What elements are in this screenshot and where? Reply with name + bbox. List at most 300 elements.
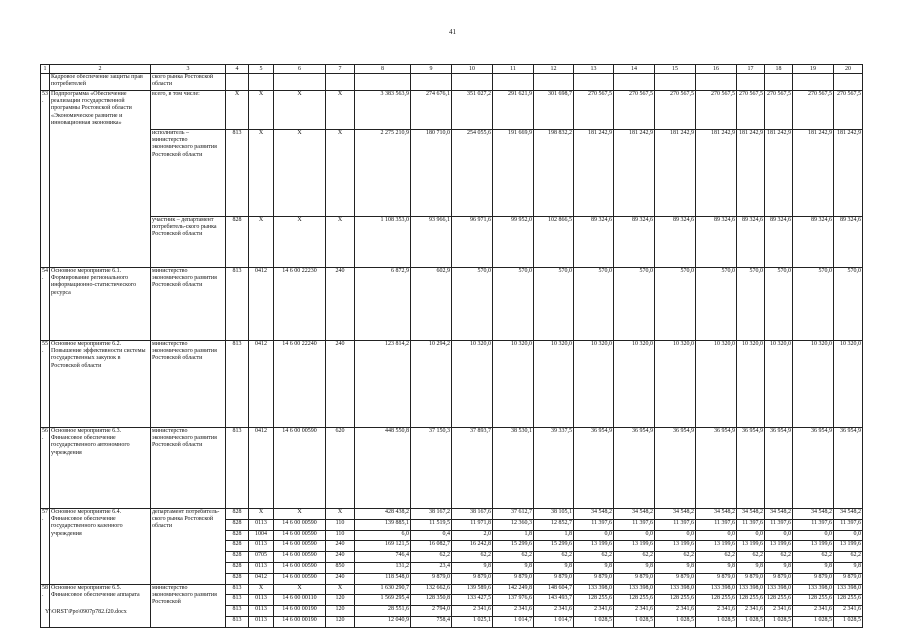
year-amount: 2 794,0 xyxy=(411,606,452,617)
section-code: 0113 xyxy=(249,519,274,530)
year-amount: 10 320,0 xyxy=(737,341,765,428)
total-amount: 1 108 353,0 xyxy=(355,217,411,268)
year-amount: 128 255,6 xyxy=(737,595,765,606)
total-amount: 6 872,9 xyxy=(355,268,411,341)
column-number: 5 xyxy=(249,65,274,74)
target-article-code: Х xyxy=(274,91,326,130)
year-amount: 102 866,5 xyxy=(534,217,574,268)
grbs-code: 813 xyxy=(226,341,249,428)
year-amount: 1 025,1 xyxy=(452,616,493,627)
expense-type-code: 620 xyxy=(326,428,355,509)
year-amount: 570,0 xyxy=(696,268,737,341)
target-article-code: 14 6 00 00110 xyxy=(274,595,326,606)
item-name: Основное мероприятие 6.4. Финансовое обеспечение государственного казенного учреждения xyxy=(50,509,151,585)
year-amount: 301 698,7 xyxy=(534,91,574,130)
year-amount: 36 954,9 xyxy=(765,428,793,509)
grbs-code: 813 xyxy=(226,428,249,509)
row-number: 58. xyxy=(41,584,50,627)
target-article-code: 14 6 00 00190 xyxy=(274,606,326,617)
year-amount: 39 337,5 xyxy=(534,428,574,509)
table-row xyxy=(41,130,863,217)
expense-type-code: Х xyxy=(326,584,355,595)
year-amount: 34 548,2 xyxy=(655,509,696,520)
year-amount: 96 971,6 xyxy=(452,217,493,268)
grbs-code: 828 xyxy=(226,530,249,541)
budget-table xyxy=(40,64,863,628)
target-article-code: 14 6 00 00590 xyxy=(274,552,326,563)
year-amount: 12 852,7 xyxy=(534,519,574,530)
year-amount: 133 398,0 xyxy=(737,584,765,595)
total-amount: 28 551,6 xyxy=(355,606,411,617)
total-amount: 448 550,8 xyxy=(355,428,411,509)
year-amount: 0,0 xyxy=(765,530,793,541)
target-article-code: 14 6 00 00190 xyxy=(274,616,326,627)
row-number: 57. xyxy=(41,509,50,585)
year-amount: 13 199,6 xyxy=(737,541,765,552)
expense-type-code: 240 xyxy=(326,268,355,341)
executor: департамент потребитель-ского рынка Ростовской области xyxy=(151,509,226,585)
year-amount: 11 519,5 xyxy=(411,519,452,530)
row-number: 55. xyxy=(41,341,50,428)
expense-type-code: 850 xyxy=(326,562,355,573)
year-amount: 36 954,9 xyxy=(614,428,655,509)
year-amount: 37 893,7 xyxy=(452,428,493,509)
column-number: 11 xyxy=(493,65,534,74)
year-amount: 11 397,6 xyxy=(696,519,737,530)
year-amount: 9 879,0 xyxy=(737,573,765,584)
year-amount: 0,4 xyxy=(411,530,452,541)
year-amount: 128 255,6 xyxy=(793,595,834,606)
year-amount: 34 548,2 xyxy=(834,509,863,520)
year-amount: 16 082,7 xyxy=(411,541,452,552)
year-amount: 11 397,6 xyxy=(765,519,793,530)
year-amount: 9 879,0 xyxy=(452,573,493,584)
column-number: 6 xyxy=(274,65,326,74)
total-amount: 131,2 xyxy=(355,562,411,573)
year-amount: 9,8 xyxy=(614,562,655,573)
target-article-code: 14 6 00 22240 xyxy=(274,341,326,428)
table-cell xyxy=(355,74,411,91)
table-cell xyxy=(534,74,574,91)
year-amount: 2,0 xyxy=(452,530,493,541)
executor: министерство экономического развития Ростовской области xyxy=(151,268,226,341)
column-number: 19 xyxy=(793,65,834,74)
item-name: Основное мероприятие 6.5. Финансовое обеспечение аппарата xyxy=(50,584,151,627)
year-amount: 9,8 xyxy=(655,562,696,573)
expense-type-code: Х xyxy=(326,130,355,217)
year-amount: 181 242,9 xyxy=(614,130,655,217)
item-name: Основное мероприятие 6.2. Повышение эффективности системы государственных закупок в Ростовской области xyxy=(50,341,151,428)
target-article-code: Х xyxy=(274,217,326,268)
year-amount: 38 530,1 xyxy=(493,428,534,509)
table-cell xyxy=(696,74,737,91)
expense-type-code: Х xyxy=(326,217,355,268)
table-row xyxy=(41,91,863,130)
year-amount: 89 324,6 xyxy=(834,217,863,268)
year-amount: 2 341,6 xyxy=(574,606,614,617)
table-row xyxy=(41,428,863,509)
year-amount: 270 567,5 xyxy=(655,91,696,130)
year-amount: 9,8 xyxy=(534,562,574,573)
year-amount: 2 341,6 xyxy=(452,606,493,617)
section-code: 0412 xyxy=(249,573,274,584)
year-amount: 11 397,6 xyxy=(793,519,834,530)
year-amount: 38 167,2 xyxy=(411,509,452,520)
expense-type-code: Х xyxy=(326,509,355,520)
year-amount: 62,2 xyxy=(411,552,452,563)
year-amount: 9,8 xyxy=(834,562,863,573)
executor: министерство экономического развития Ростовской области xyxy=(151,341,226,428)
target-article-code: Х xyxy=(274,130,326,217)
executor: ского рынка Ростовской области xyxy=(151,74,226,91)
expense-type-code: Х xyxy=(326,91,355,130)
expense-type-code: 120 xyxy=(326,616,355,627)
total-amount: 428 438,2 xyxy=(355,509,411,520)
year-amount: 9,8 xyxy=(696,562,737,573)
year-amount: 62,2 xyxy=(655,552,696,563)
grbs-code: 813 xyxy=(226,606,249,617)
year-amount: 2 341,6 xyxy=(534,606,574,617)
year-amount: 570,0 xyxy=(765,268,793,341)
year-amount: 198 832,2 xyxy=(534,130,574,217)
year-amount: 181 242,9 xyxy=(834,130,863,217)
section-code: Х xyxy=(249,130,274,217)
year-amount: 139 589,6 xyxy=(452,584,493,595)
total-amount: 139 885,1 xyxy=(355,519,411,530)
page-number: 41 xyxy=(449,28,456,36)
section-code: 0412 xyxy=(249,428,274,509)
target-article-code: 14 6 00 00590 xyxy=(274,541,326,552)
year-amount: 181 242,9 xyxy=(793,130,834,217)
column-number: 17 xyxy=(737,65,765,74)
year-amount: 191 669,9 xyxy=(493,130,534,217)
grbs-code: 813 xyxy=(226,584,249,595)
year-amount: 38 167,6 xyxy=(452,509,493,520)
year-amount: 11 971,8 xyxy=(452,519,493,530)
expense-type-code: 240 xyxy=(326,341,355,428)
year-amount: 10 320,0 xyxy=(696,341,737,428)
column-number: 3 xyxy=(151,65,226,74)
year-amount: 270 567,5 xyxy=(834,91,863,130)
column-number: 4 xyxy=(226,65,249,74)
year-amount: 36 954,9 xyxy=(655,428,696,509)
grbs-code: 828 xyxy=(226,573,249,584)
expense-type-code: 110 xyxy=(326,530,355,541)
table-row xyxy=(41,509,863,520)
year-amount: 570,0 xyxy=(614,268,655,341)
grbs-code: 813 xyxy=(226,130,249,217)
year-amount: 1 028,5 xyxy=(737,616,765,627)
column-number: 1 xyxy=(41,65,50,74)
year-amount: 9 879,0 xyxy=(793,573,834,584)
year-amount: 62,2 xyxy=(765,552,793,563)
year-amount: 9,8 xyxy=(793,562,834,573)
section-code: 0113 xyxy=(249,606,274,617)
column-number: 15 xyxy=(655,65,696,74)
grbs-code: 828 xyxy=(226,509,249,520)
grbs-code: 828 xyxy=(226,552,249,563)
year-amount: 133 427,5 xyxy=(452,595,493,606)
table-cell xyxy=(793,74,834,91)
table-row xyxy=(41,341,863,428)
table-row xyxy=(41,268,863,341)
grbs-code: Х xyxy=(226,91,249,130)
total-amount: 2 275 210,9 xyxy=(355,130,411,217)
year-amount: 13 199,6 xyxy=(834,541,863,552)
year-amount: 570,0 xyxy=(493,268,534,341)
grbs-code: 813 xyxy=(226,268,249,341)
section-code: Х xyxy=(249,91,274,130)
table-cell xyxy=(493,74,534,91)
table-row xyxy=(41,74,863,91)
target-article-code: 14 6 00 22230 xyxy=(274,268,326,341)
grbs-code: 813 xyxy=(226,595,249,606)
year-amount: 9,8 xyxy=(737,562,765,573)
year-amount: 34 548,2 xyxy=(737,509,765,520)
year-amount: 9,8 xyxy=(452,562,493,573)
item-name: Подпрограмма «Обеспечение реализации государственной программы Ростовской области «Экономическое развитие и инновационная экономика» xyxy=(50,91,151,268)
section-code: Х xyxy=(249,584,274,595)
year-amount: 0,0 xyxy=(737,530,765,541)
year-amount: 0,0 xyxy=(793,530,834,541)
target-article-code: 14 6 00 00590 xyxy=(274,519,326,530)
year-amount: 34 548,2 xyxy=(574,509,614,520)
target-article-code: 14 6 00 00590 xyxy=(274,428,326,509)
year-amount: 2 341,6 xyxy=(655,606,696,617)
year-amount: 270 567,5 xyxy=(574,91,614,130)
section-code: 0412 xyxy=(249,341,274,428)
year-amount: 36 954,9 xyxy=(737,428,765,509)
column-number: 7 xyxy=(326,65,355,74)
target-article-code: Х xyxy=(274,584,326,595)
year-amount: 274 676,1 xyxy=(411,91,452,130)
year-amount: 10 320,0 xyxy=(655,341,696,428)
year-amount: 2 341,6 xyxy=(834,606,863,617)
executor: министерство экономического развития Ростовской области xyxy=(151,428,226,509)
year-amount: 1 028,5 xyxy=(614,616,655,627)
section-code: Х xyxy=(249,509,274,520)
year-amount: 23,4 xyxy=(411,562,452,573)
year-amount: 89 324,6 xyxy=(737,217,765,268)
footer-file-path: Y:\ORST\Ppo\0907p782.f20.docx xyxy=(45,609,127,615)
year-amount: 13 199,6 xyxy=(793,541,834,552)
year-amount: 9,8 xyxy=(765,562,793,573)
year-amount: 89 324,6 xyxy=(614,217,655,268)
section-code: 1004 xyxy=(249,530,274,541)
year-amount: 38 105,1 xyxy=(534,509,574,520)
year-amount: 128 255,6 xyxy=(655,595,696,606)
year-amount: 11 397,6 xyxy=(655,519,696,530)
year-amount: 1 028,5 xyxy=(655,616,696,627)
year-amount: 0,0 xyxy=(696,530,737,541)
year-amount: 2 341,6 xyxy=(493,606,534,617)
item-name: Кадровое обеспечение защиты прав потребителей xyxy=(50,74,151,91)
expense-type-code: 240 xyxy=(326,573,355,584)
year-amount: 13 199,6 xyxy=(614,541,655,552)
year-amount: 62,2 xyxy=(574,552,614,563)
year-amount: 291 621,9 xyxy=(493,91,534,130)
year-amount: 128 255,6 xyxy=(765,595,793,606)
year-amount: 133 398,0 xyxy=(655,584,696,595)
year-amount: 36 954,9 xyxy=(793,428,834,509)
table-cell xyxy=(249,74,274,91)
year-amount: 0,0 xyxy=(655,530,696,541)
column-number: 16 xyxy=(696,65,737,74)
year-amount: 0,0 xyxy=(834,530,863,541)
year-amount: 37 150,3 xyxy=(411,428,452,509)
table-row xyxy=(41,217,863,268)
year-amount: 62,2 xyxy=(696,552,737,563)
year-amount: 9 879,0 xyxy=(655,573,696,584)
year-amount: 1 014,7 xyxy=(493,616,534,627)
year-amount: 1 028,5 xyxy=(696,616,737,627)
year-amount: 62,2 xyxy=(737,552,765,563)
year-amount: 9 879,0 xyxy=(696,573,737,584)
year-amount: 570,0 xyxy=(834,268,863,341)
grbs-code: 828 xyxy=(226,217,249,268)
year-amount: 11 397,6 xyxy=(737,519,765,530)
year-amount: 2 341,6 xyxy=(737,606,765,617)
year-amount: 128 255,6 xyxy=(614,595,655,606)
grbs-code: 813 xyxy=(226,616,249,627)
year-amount: 62,2 xyxy=(493,552,534,563)
year-amount: 15 299,6 xyxy=(534,541,574,552)
year-amount: 133 398,0 xyxy=(793,584,834,595)
year-amount: 2 341,6 xyxy=(793,606,834,617)
year-amount: 2 341,6 xyxy=(614,606,655,617)
expense-type-code: 240 xyxy=(326,541,355,552)
year-amount: 9 879,0 xyxy=(411,573,452,584)
year-amount: 9 879,0 xyxy=(765,573,793,584)
year-amount: 1 028,5 xyxy=(834,616,863,627)
section-code: Х xyxy=(249,217,274,268)
target-article-code: 14 6 00 00590 xyxy=(274,562,326,573)
year-amount: 181 242,9 xyxy=(737,130,765,217)
year-amount: 99 952,0 xyxy=(493,217,534,268)
year-amount: 1 028,5 xyxy=(793,616,834,627)
year-amount: 181 242,9 xyxy=(696,130,737,217)
year-amount: 570,0 xyxy=(534,268,574,341)
year-amount: 62,2 xyxy=(452,552,493,563)
total-amount: 746,4 xyxy=(355,552,411,563)
year-amount: 13 199,6 xyxy=(655,541,696,552)
year-amount: 10 320,0 xyxy=(452,341,493,428)
year-amount: 13 199,6 xyxy=(765,541,793,552)
section-code: 0412 xyxy=(249,268,274,341)
year-amount: 89 324,6 xyxy=(793,217,834,268)
year-amount: 128 255,6 xyxy=(696,595,737,606)
year-amount: 10 320,0 xyxy=(614,341,655,428)
year-amount: 13 199,6 xyxy=(574,541,614,552)
target-article-code: 14 6 00 00590 xyxy=(274,530,326,541)
year-amount: 15 299,6 xyxy=(493,541,534,552)
year-amount: 0,0 xyxy=(614,530,655,541)
year-amount: 11 397,6 xyxy=(614,519,655,530)
year-amount: 36 954,9 xyxy=(834,428,863,509)
year-amount: 36 954,9 xyxy=(574,428,614,509)
year-amount: 9 879,0 xyxy=(834,573,863,584)
year-amount: 570,0 xyxy=(452,268,493,341)
expense-type-code: 240 xyxy=(326,552,355,563)
section-code: 0113 xyxy=(249,616,274,627)
year-amount: 10 320,0 xyxy=(534,341,574,428)
year-amount: 34 548,2 xyxy=(614,509,655,520)
target-article-code: 14 6 00 00590 xyxy=(274,573,326,584)
row-number: 54. xyxy=(41,268,50,341)
item-name: Основное мероприятие 6.1. Формирование регионального информационно-статистического ресурса xyxy=(50,268,151,341)
year-amount: 133 398,0 xyxy=(834,584,863,595)
year-amount: 9 879,0 xyxy=(574,573,614,584)
year-amount: 93 966,1 xyxy=(411,217,452,268)
year-amount: 10 320,0 xyxy=(765,341,793,428)
total-amount: 12 040,9 xyxy=(355,616,411,627)
table-cell xyxy=(655,74,696,91)
year-amount: 128 350,8 xyxy=(411,595,452,606)
year-amount: 142 249,8 xyxy=(493,584,534,595)
year-amount: 10 320,0 xyxy=(793,341,834,428)
expense-type-code: 120 xyxy=(326,595,355,606)
year-amount: 570,0 xyxy=(574,268,614,341)
row-number xyxy=(41,74,50,91)
executor: всего, в том числе: xyxy=(151,91,226,130)
year-amount: 62,2 xyxy=(834,552,863,563)
year-amount: 89 324,6 xyxy=(696,217,737,268)
row-number: 56. xyxy=(41,428,50,509)
table-cell xyxy=(226,74,249,91)
target-article-code: Х xyxy=(274,509,326,520)
year-amount: 137 976,6 xyxy=(493,595,534,606)
year-amount: 758,4 xyxy=(411,616,452,627)
year-amount: 143 493,7 xyxy=(534,595,574,606)
year-amount: 270 567,5 xyxy=(765,91,793,130)
year-amount: 9 879,0 xyxy=(493,573,534,584)
year-amount: 2 341,6 xyxy=(765,606,793,617)
column-number: 12 xyxy=(534,65,574,74)
total-amount: 118 548,0 xyxy=(355,573,411,584)
year-amount: 34 548,2 xyxy=(793,509,834,520)
section-code: 0113 xyxy=(249,562,274,573)
year-amount: 181 242,9 xyxy=(574,130,614,217)
expense-type-code: 120 xyxy=(326,606,355,617)
total-amount: 123 814,2 xyxy=(355,341,411,428)
year-amount: 10 320,0 xyxy=(493,341,534,428)
year-amount: 570,0 xyxy=(737,268,765,341)
year-amount: 570,0 xyxy=(793,268,834,341)
year-amount: 34 548,2 xyxy=(765,509,793,520)
section-code: 0705 xyxy=(249,552,274,563)
year-amount: 37 612,7 xyxy=(493,509,534,520)
executor: министерство экономического развития Ростовской xyxy=(151,584,226,627)
year-amount: 9,8 xyxy=(574,562,614,573)
year-amount: 270 567,5 xyxy=(614,91,655,130)
year-amount: 62,2 xyxy=(614,552,655,563)
year-amount: 128 255,6 xyxy=(574,595,614,606)
year-amount: 1,8 xyxy=(534,530,574,541)
year-amount: 181 242,9 xyxy=(655,130,696,217)
year-amount: 181 242,9 xyxy=(765,130,793,217)
year-amount: 89 324,6 xyxy=(765,217,793,268)
table-cell xyxy=(326,74,355,91)
year-amount: 270 567,5 xyxy=(696,91,737,130)
year-amount: 602,9 xyxy=(411,268,452,341)
table-cell xyxy=(274,74,326,91)
table-cell xyxy=(834,74,863,91)
year-amount: 570,0 xyxy=(655,268,696,341)
year-amount: 133 398,0 xyxy=(696,584,737,595)
year-amount: 2 341,6 xyxy=(696,606,737,617)
item-name: Основное мероприятие 6.3. Финансовое обеспечение государственного автономного учреждения xyxy=(50,428,151,509)
column-number: 14 xyxy=(614,65,655,74)
